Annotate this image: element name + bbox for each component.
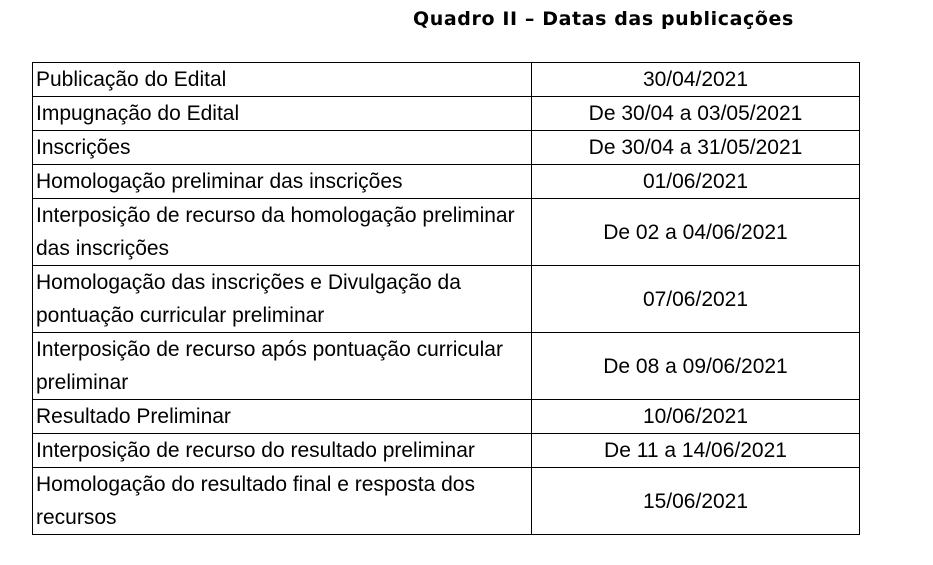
date-cell: De 30/04 a 03/05/2021 bbox=[532, 97, 860, 131]
date-cell: 30/04/2021 bbox=[532, 63, 860, 97]
table-row bbox=[33, 165, 860, 199]
event-cell: Homologação do resultado final e resposta dos recursos bbox=[33, 468, 532, 535]
table-row bbox=[33, 400, 860, 434]
table-row bbox=[33, 131, 860, 165]
date-cell: De 02 a 04/06/2021 bbox=[532, 199, 860, 266]
event-cell: Interposição de recurso do resultado preliminar bbox=[33, 434, 532, 468]
table-row bbox=[33, 199, 860, 266]
date-cell: 15/06/2021 bbox=[532, 468, 860, 535]
event-cell: Inscrições bbox=[33, 131, 532, 165]
publication-dates-table bbox=[32, 62, 860, 535]
date-cell: 01/06/2021 bbox=[532, 165, 860, 199]
table-row bbox=[33, 97, 860, 131]
event-cell: Interposição de recurso da homologação preliminar das inscrições bbox=[33, 199, 532, 266]
event-cell: Impugnação do Edital bbox=[33, 97, 532, 131]
date-cell: 10/06/2021 bbox=[532, 400, 860, 434]
table-row bbox=[33, 266, 860, 333]
event-cell: Publicação do Edital bbox=[33, 63, 532, 97]
table-row bbox=[33, 333, 860, 400]
event-cell: Homologação das inscrições e Divulgação da pontuação curricular preliminar bbox=[33, 266, 532, 333]
table-row bbox=[33, 434, 860, 468]
date-cell: De 08 a 09/06/2021 bbox=[532, 333, 860, 400]
table-title: Quadro II – Datas das publicações bbox=[413, 8, 794, 30]
date-cell: De 11 a 14/06/2021 bbox=[532, 434, 860, 468]
date-cell: 07/06/2021 bbox=[532, 266, 860, 333]
table-row bbox=[33, 63, 860, 97]
table-row bbox=[33, 468, 860, 535]
event-cell: Resultado Preliminar bbox=[33, 400, 532, 434]
event-cell: Interposição de recurso após pontuação curricular preliminar bbox=[33, 333, 532, 400]
event-cell: Homologação preliminar das inscrições bbox=[33, 165, 532, 199]
date-cell: De 30/04 a 31/05/2021 bbox=[532, 131, 860, 165]
